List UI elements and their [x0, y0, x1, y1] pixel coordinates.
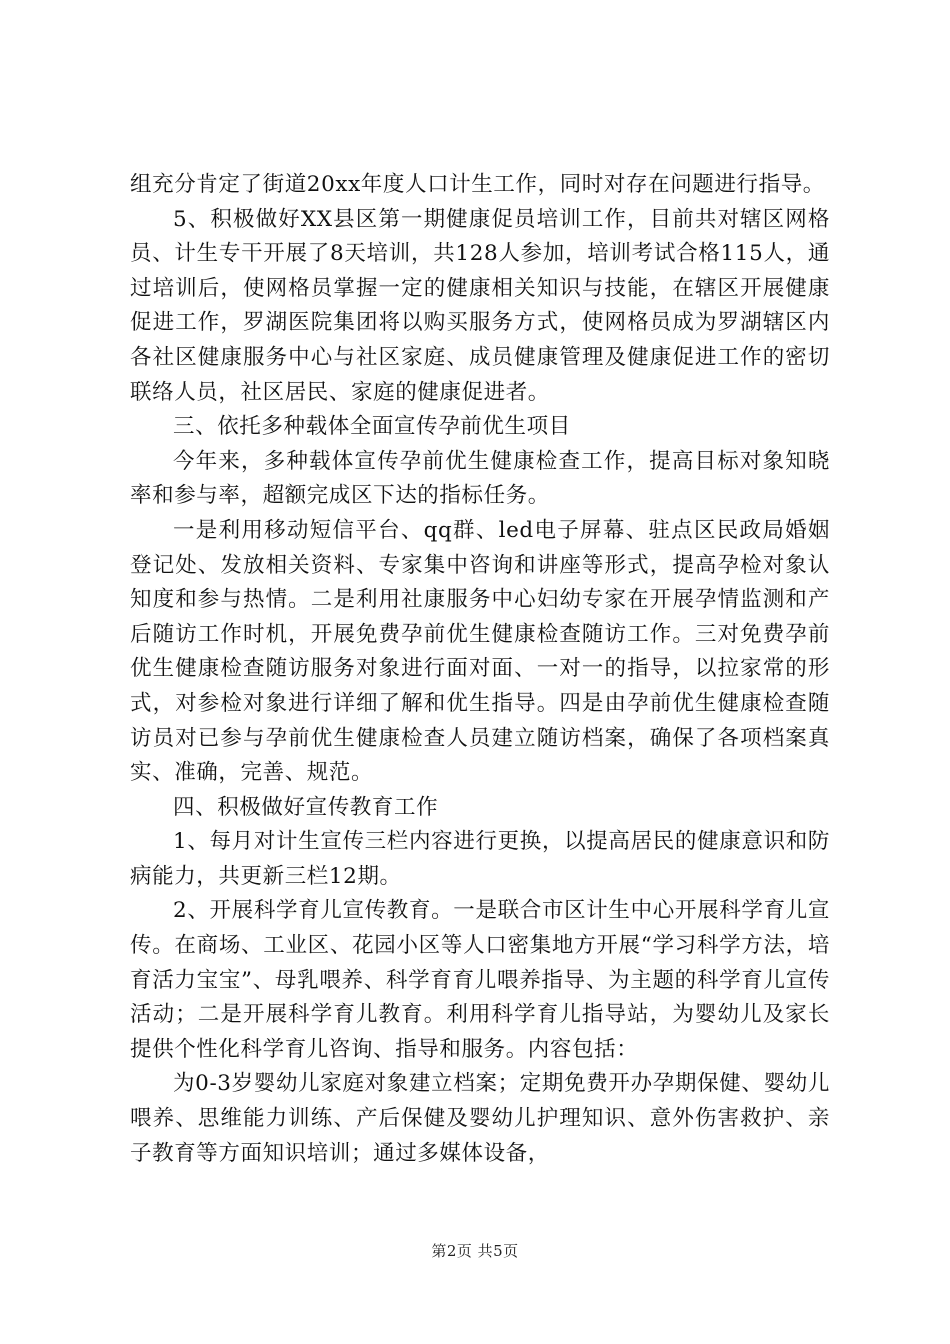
- paragraph-item-5: 5、积极做好XX县区第一期健康促员培训工作，目前共对辖区网格员、计生专干开展了8天培训，共128人参加，培训考试合格115人，通过培训后，使网格员掌握一定的健康相关知识与技能，在辖区开展健康促进工作，罗湖医院集团将以购买服务方式，使网格员成为罗湖辖区内各社区健康服务中心与社区家庭、成员健康管理及健康促进工作的密切联络人员，社区居民、家庭的健康促进者。: [130, 206, 830, 405]
- section-heading-3: 三、依托多种载体全面宣传孕前优生项目: [173, 414, 571, 440]
- page-number-footer: 第2页 共5页: [431, 1242, 519, 1260]
- document-body: [130, 168, 830, 1171]
- paragraph-section-3-intro: 今年来，多种载体宣传孕前优生健康检查工作，提高目标对象知晓率和参与率，超额完成区下达的指标任务。: [130, 448, 830, 509]
- section-heading-4: 四、积极做好宣传教育工作: [173, 794, 439, 820]
- paragraph-item-2: 2、开展科学育儿宣传教育。一是联合市区计生中心开展科学育儿宣传。在商场、工业区、花园小区等人口密集地方开展“学习科学方法，培育活力宝宝”、母乳喂养、科学育育儿喂养指导、为主题的科学育儿宣传活动；二是开展科学育儿教育。利用科学育儿指导站，为婴幼儿及家长提供个性化科学育儿咨询、指导和服务。内容包括：: [130, 898, 830, 1062]
- paragraph-section-3-details: 一是利用移动短信平台、qq群、led电子屏幕、驻点区民政局婚姻登记处、发放相关资料、专家集中咨询和讲座等形式，提高孕检对象认知度和参与热情。二是利用社康服务中心妇幼专家在开展孕情监测和产后随访工作时机，开展免费孕前优生健康检查随访工作。三对免费孕前优生健康检查随访服务对象进行面对面、一对一的指导，以拉家常的形式，对参检对象进行详细了解和优生指导。四是由孕前优生健康检查随访员对已参与孕前优生健康检查人员建立随访档案，确保了各项档案真实、准确，完善、规范。: [130, 517, 830, 786]
- paragraph-content-list: 为0-3岁婴幼儿家庭对象建立档案；定期免费开办孕期保健、婴幼儿喂养、思维能力训练、产后保健及婴幼儿护理知识、意外伤害救护、亲子教育等方面知识培训；通过多媒体设备，: [130, 1071, 830, 1166]
- paragraph-item-1: 1、每月对计生宣传三栏内容进行更换，以提高居民的健康意识和防病能力，共更新三栏12期。: [130, 829, 830, 889]
- paragraph-continuation: 组充分肯定了街道20xx年度人口计生工作，同时对存在问题进行指导。: [130, 172, 825, 197]
